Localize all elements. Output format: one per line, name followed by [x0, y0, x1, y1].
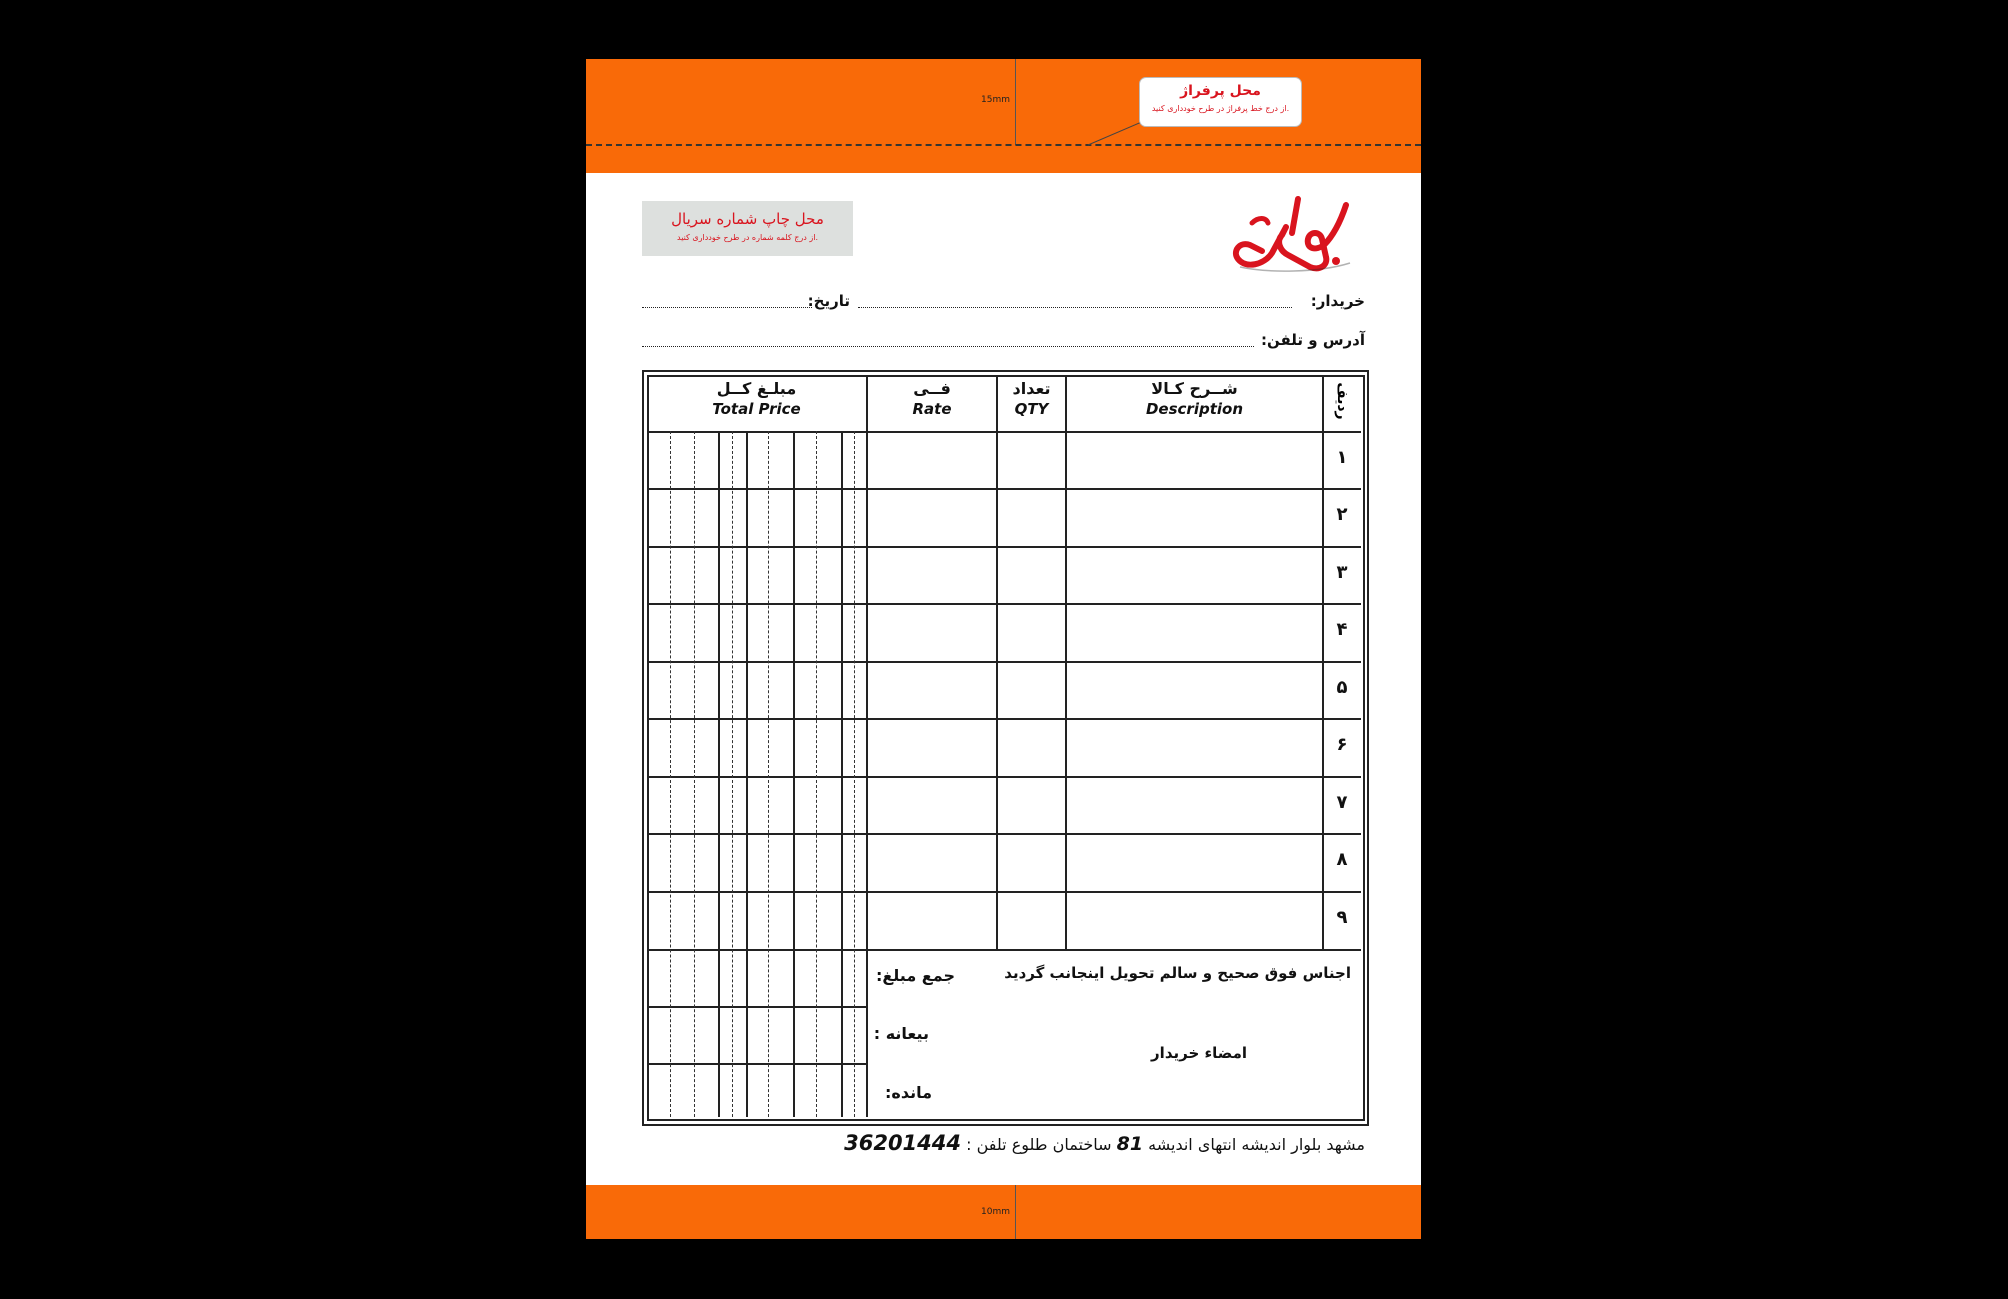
- row-number: ۸: [1336, 849, 1348, 870]
- qty-header-en: QTY: [1014, 400, 1049, 418]
- total-price-header-fa: مبلـغ کــل: [716, 379, 797, 398]
- serial-note: از درج کلمه شماره در طرح خودداری کنید.: [677, 233, 818, 242]
- row-number: ۲: [1336, 504, 1348, 525]
- total-subcolumn-line: [718, 431, 720, 1117]
- top-margin-label: 15mm: [981, 95, 1010, 105]
- row-divider: [647, 891, 1361, 893]
- phone-number: 36201444: [844, 1131, 962, 1155]
- invoice-table: [647, 375, 1365, 1121]
- address-number: 81: [1116, 1133, 1144, 1155]
- description-header-fa: شــرح کـالا: [1151, 379, 1238, 398]
- row-number: ۶: [1336, 734, 1348, 755]
- row-divider: [647, 718, 1361, 720]
- serial-number-box: [642, 201, 853, 256]
- row-number: ۹: [1336, 907, 1348, 928]
- total-dashed-line: [732, 431, 733, 1117]
- total-dashed-line: [816, 431, 817, 1117]
- total-dashed-line: [854, 431, 855, 1117]
- rate-column-divider: [996, 375, 998, 949]
- date-label: تاریخ:: [807, 292, 850, 310]
- total-row-divider: [647, 1063, 866, 1065]
- total-column-divider: [866, 375, 868, 1117]
- buyer-line[interactable]: [858, 307, 1292, 308]
- buyer-signature-label: امضاء خریدار: [1151, 1044, 1247, 1062]
- serial-title: محل چاپ شماره سریال: [671, 210, 824, 228]
- top-center-guide: [1015, 59, 1016, 145]
- total-subcolumn-line: [841, 431, 843, 1117]
- total-price-header: [647, 379, 866, 419]
- row-divider: [647, 488, 1361, 490]
- bottom-margin-label: 10mm: [981, 1207, 1010, 1217]
- total-subcolumn-line: [793, 431, 795, 1117]
- buyer-label: خریدار:: [1310, 292, 1365, 310]
- row-divider: [647, 661, 1361, 663]
- total-row-divider: [647, 1006, 866, 1008]
- qty-header-fa: تعداد: [1012, 379, 1051, 398]
- perforation-title: محل پرفراژ: [1180, 83, 1261, 99]
- row-number: ۳: [1336, 562, 1348, 583]
- tolou-logo: [1228, 193, 1358, 275]
- perforation-line: [586, 144, 1421, 146]
- description-header-en: Description: [1145, 400, 1244, 418]
- row-divider: [647, 833, 1361, 835]
- deposit-label: بیعانه :: [873, 1024, 929, 1043]
- footer-divider: [647, 949, 1361, 951]
- perforation-note-box: [1139, 77, 1302, 127]
- date-line[interactable]: [642, 307, 812, 308]
- total-price-header-en: Total Price: [712, 400, 801, 418]
- row-number: ۴: [1336, 619, 1348, 640]
- row-divider: [647, 603, 1361, 605]
- address-text-2: ساختمان طلوع تلفن :: [966, 1135, 1112, 1154]
- address-text-1: مشهد بلوار اندیشه انتهای اندیشه: [1148, 1135, 1365, 1154]
- total-subcolumn-line: [746, 431, 748, 1117]
- header-divider: [647, 431, 1361, 433]
- total-dashed-line: [670, 431, 671, 1117]
- row-number: ۵: [1336, 677, 1348, 698]
- rate-header: [868, 379, 996, 419]
- perforation-pointer: [1086, 119, 1146, 149]
- description-header: [1067, 379, 1322, 419]
- row-divider: [647, 776, 1361, 778]
- address-phone-label: آدرس و تلفن:: [1261, 331, 1365, 349]
- row-number: ۱: [1336, 447, 1348, 468]
- row-number: ۷: [1336, 792, 1348, 813]
- sum-label: جمع مبلغ:: [875, 966, 955, 985]
- qty-column-divider: [1065, 375, 1067, 949]
- rate-header-en: Rate: [912, 400, 952, 418]
- invoice-page: [586, 59, 1421, 1239]
- company-address: [844, 1131, 1365, 1155]
- address-phone-line[interactable]: [642, 346, 1254, 347]
- bottom-center-guide: [1015, 1185, 1016, 1239]
- row-number-header-text: ردیف: [1334, 382, 1350, 420]
- total-dashed-line: [768, 431, 769, 1117]
- rate-header-fa: فــی: [913, 379, 951, 398]
- remaining-label: مانده:: [884, 1083, 932, 1102]
- qty-header: [998, 379, 1065, 419]
- perforation-note: از درج خط پرفراژ در طرح خودداری کنید.: [1151, 104, 1290, 113]
- confirmation-text: اجناس فوق صحیح و سالم تحویل اینجانب گردید: [1004, 964, 1351, 982]
- total-dashed-line: [694, 431, 695, 1117]
- row-number-header: [1324, 377, 1360, 429]
- row-divider: [647, 546, 1361, 548]
